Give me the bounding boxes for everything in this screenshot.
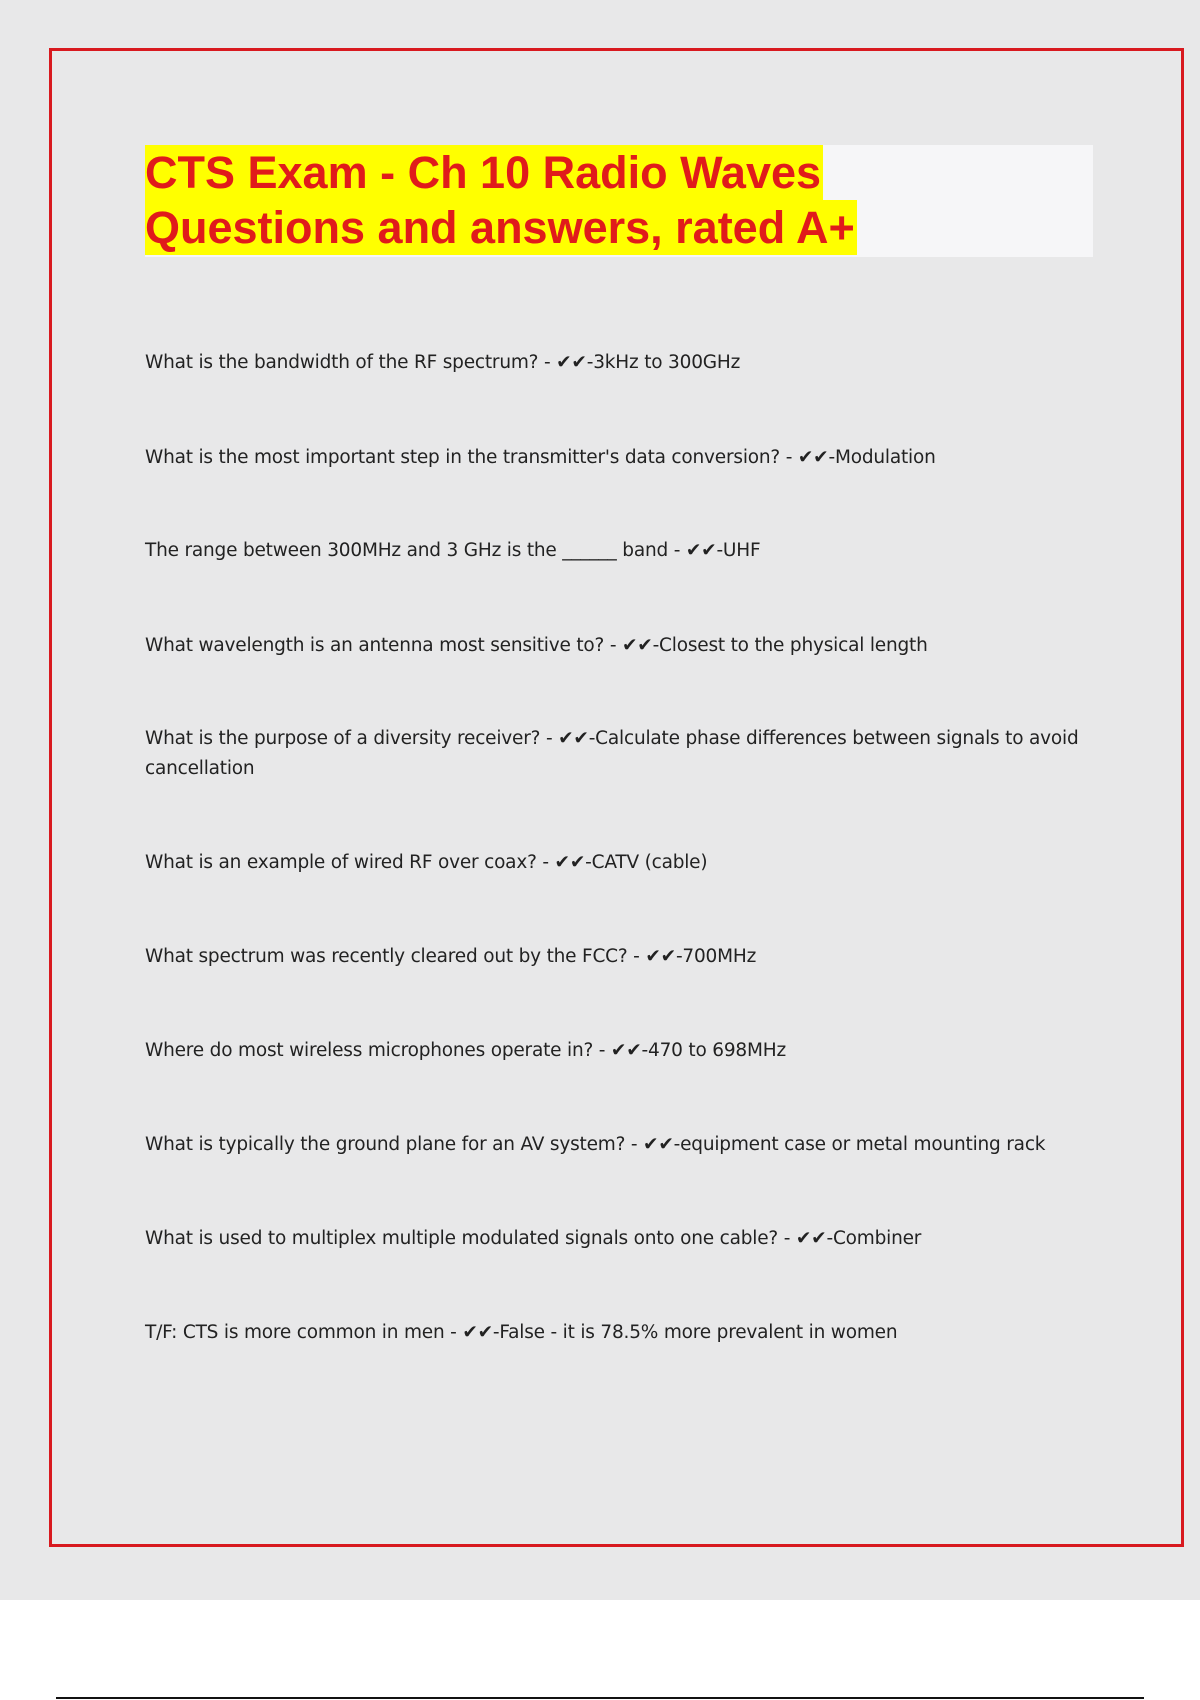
qa-item: What is the purpose of a diversity receiver? - ✔✔-Calculate phase differences between signals to avoid cancellation — [145, 728, 1079, 779]
qa-item: The range between 300MHz and 3 GHz is the ______ band - ✔✔-UHF — [145, 540, 761, 561]
qa-item: What is the bandwidth of the RF spectrum? - ✔✔-3kHz to 300GHz — [145, 352, 741, 373]
bottom-divider — [56, 1697, 1144, 1699]
title-line-1: CTS Exam - Ch 10 Radio Waves — [145, 147, 822, 198]
title-line-2: Questions and answers, rated A+ — [145, 202, 855, 253]
qa-item: What is an example of wired RF over coax? - ✔✔-CATV (cable) — [145, 852, 708, 873]
qa-item: Where do most wireless microphones operate in? - ✔✔-470 to 698MHz — [145, 1040, 786, 1061]
qa-item: What spectrum was recently cleared out by the FCC? - ✔✔-700MHz — [145, 946, 757, 967]
qa-item: What is the most important step in the transmitter's data conversion? - ✔✔-Modulation — [145, 447, 936, 468]
title-block — [145, 145, 1093, 257]
qa-item: T/F: CTS is more common in men - ✔✔-False - it is 78.5% more prevalent in women — [145, 1322, 898, 1343]
qa-item: What is used to multiplex multiple modulated signals onto one cable? - ✔✔-Combiner — [145, 1228, 922, 1249]
document-title — [145, 145, 1093, 255]
qa-item: What wavelength is an antenna most sensitive to? - ✔✔-Closest to the physical length — [145, 635, 928, 656]
qa-item: What is typically the ground plane for an AV system? - ✔✔-equipment case or metal mounting rack — [145, 1134, 1046, 1155]
